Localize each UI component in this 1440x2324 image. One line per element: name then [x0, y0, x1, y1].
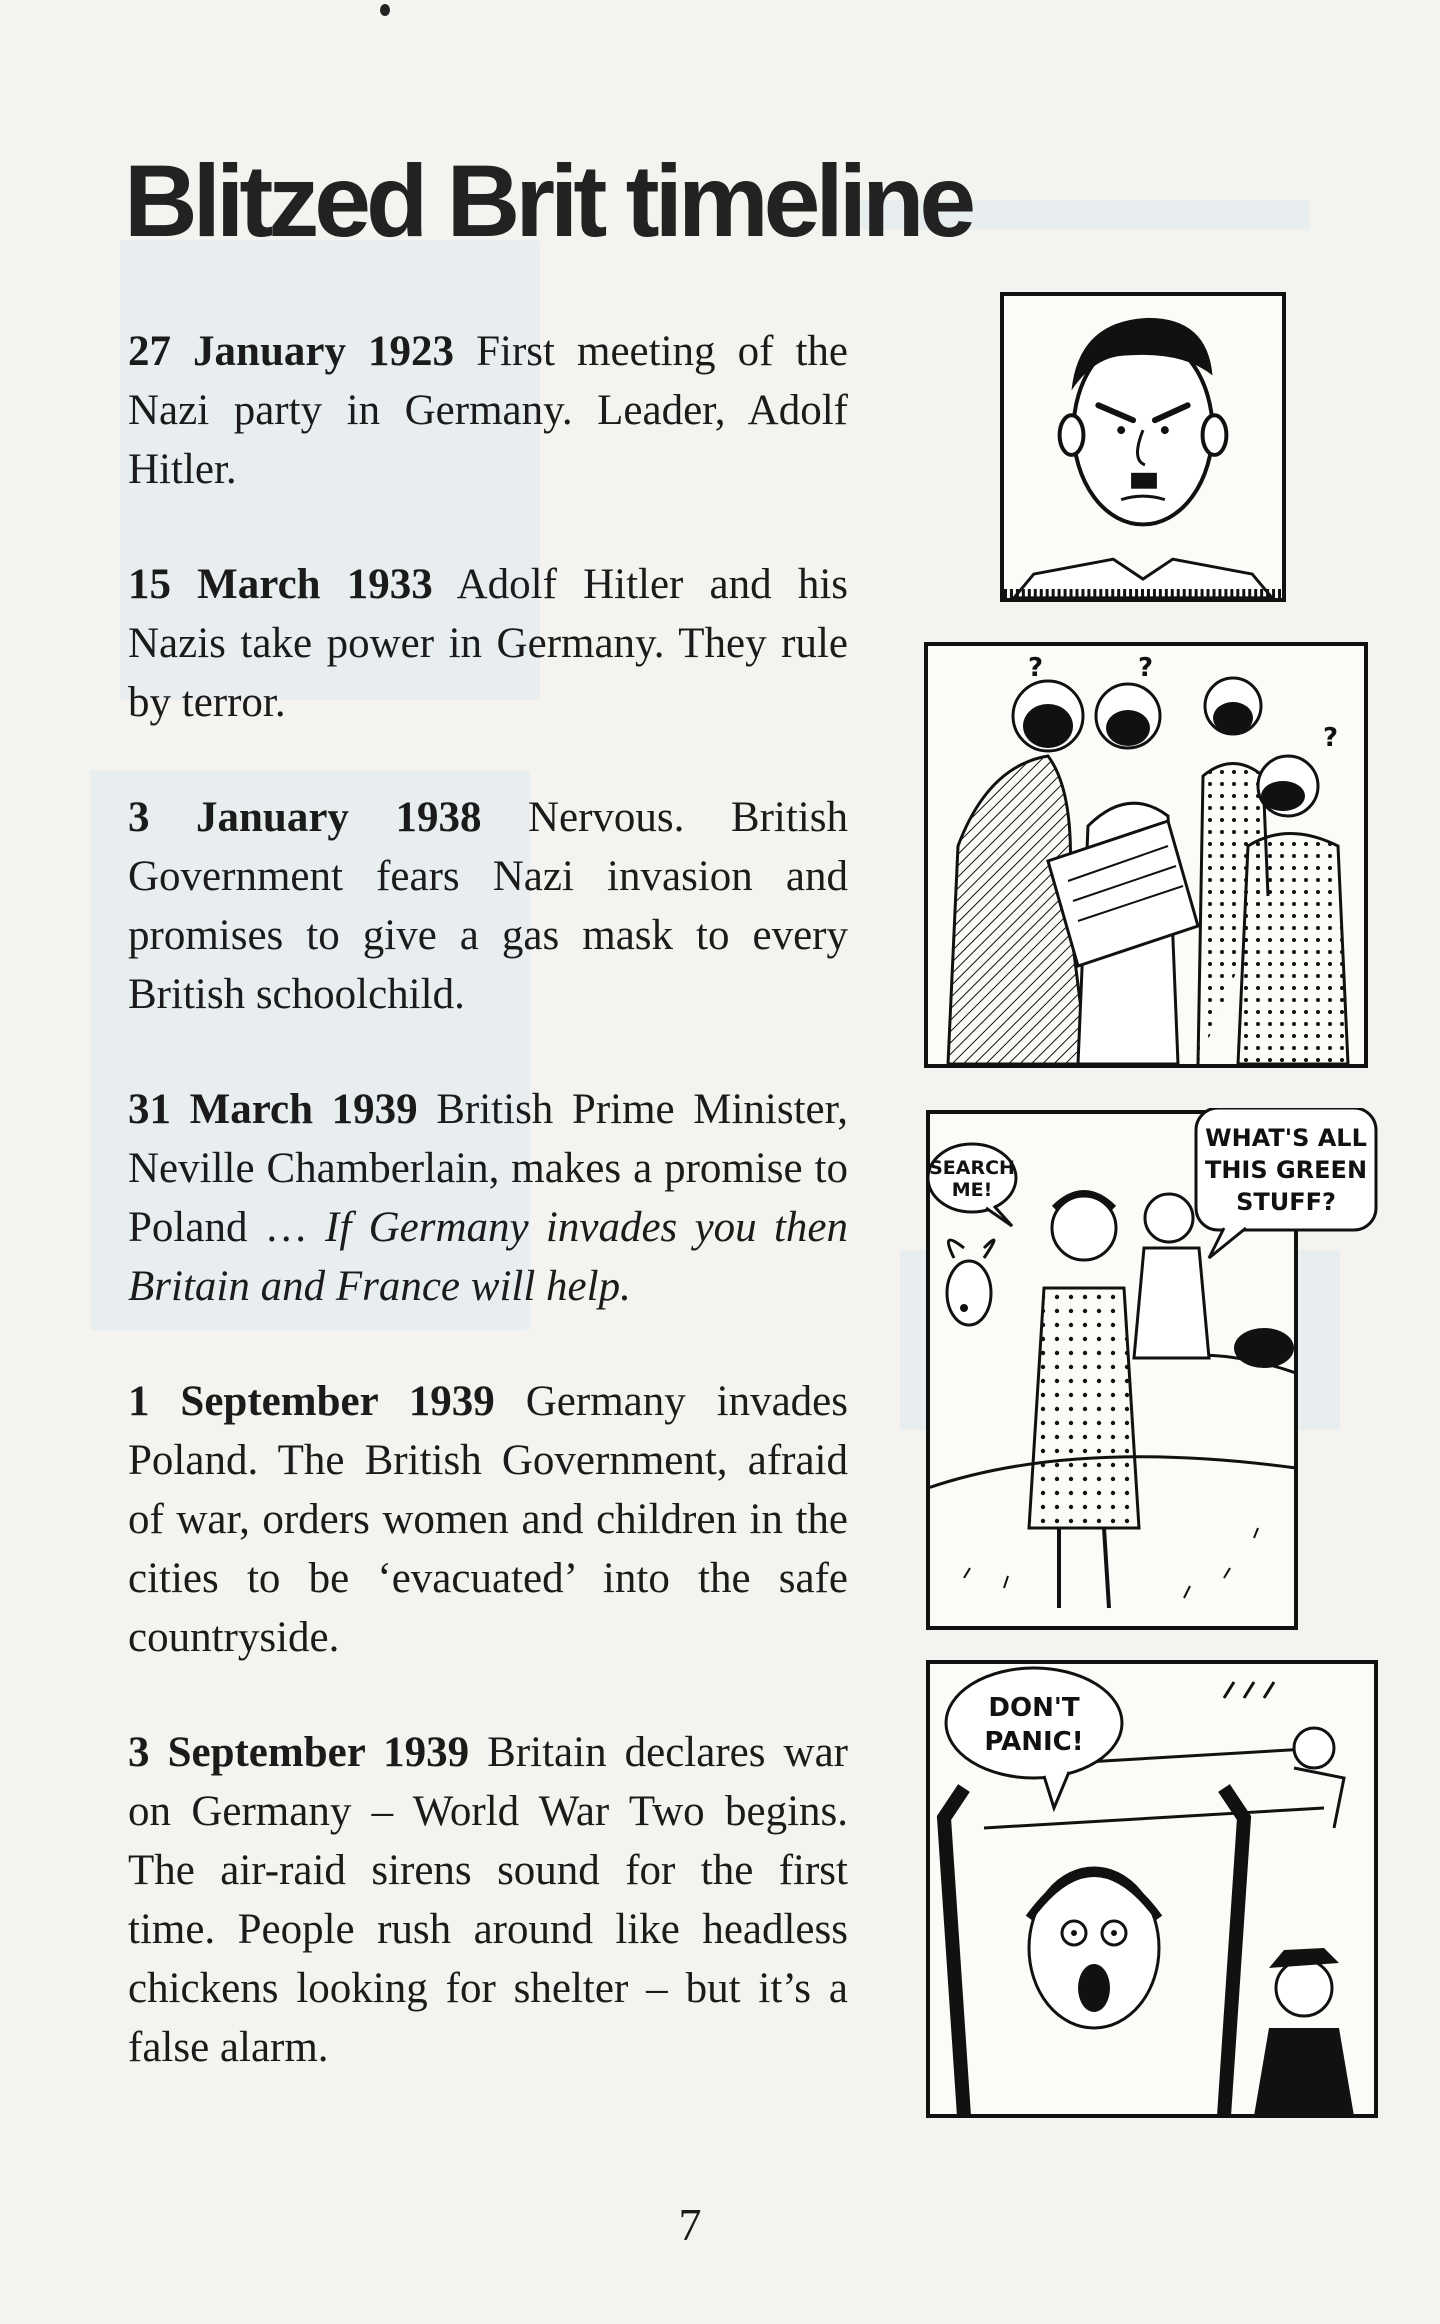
gas-mask-illustration	[928, 646, 1364, 1064]
cartoon-panel-air-raid	[924, 1658, 1380, 2120]
page-title: Blitzed Brit timeline	[124, 144, 972, 258]
cartoon-panel-evacuation	[924, 1108, 1380, 1632]
entry-quote: If Germany invades you then Britain and France will help.	[128, 1204, 848, 1310]
evacuation-illustration	[924, 1108, 1380, 1632]
entry-text: First meeting of the Nazi party in Germany. Leader, Adolf Hitler.	[128, 328, 848, 493]
entry-date: 31 March 1939	[128, 1086, 418, 1133]
speech-bubble-line: STUFF?	[1236, 1188, 1336, 1216]
entry-date: 3 January 1938	[128, 794, 482, 841]
question-mark: ?	[1138, 653, 1154, 683]
entry-text: British Prime Minister, Neville Chamberlain, makes a promise to Poland …	[128, 1086, 848, 1251]
timeline-entry	[128, 555, 848, 732]
speech-bubble-line: DON'T	[988, 1693, 1080, 1723]
hitler-portrait-illustration	[1004, 296, 1282, 598]
question-mark: ?	[1323, 723, 1339, 753]
entry-date: 27 January 1923	[128, 328, 455, 375]
entry-text: Germany invades Poland. The British Government, afraid of war, orders women and children in the cities to be ‘evacuated’ into the safe countryside.	[128, 1378, 849, 1661]
timeline-entry	[128, 1723, 848, 2077]
entry-date: 3 September 1939	[128, 1729, 470, 1776]
cartoon-panel-hitler-portrait	[1000, 292, 1286, 602]
speech-bubble-line: SEARCH	[929, 1157, 1015, 1179]
timeline-entry	[128, 788, 848, 1024]
timeline-entry	[128, 322, 848, 499]
entry-date: 15 March 1933	[128, 561, 433, 608]
ink-speck	[380, 4, 390, 16]
air-raid-panic-illustration	[924, 1658, 1380, 2120]
cartoon-panel-gas-masks	[924, 642, 1368, 1068]
speech-bubble-line: THIS GREEN	[1204, 1156, 1368, 1184]
speech-bubble-line: ME!	[951, 1179, 993, 1201]
entry-text: Britain declares war on Germany – World War Two begins. The air-raid sirens sound for the first time. People rush around like headless chickens looking for shelter – but it’s a false alarm.	[128, 1729, 848, 2071]
timeline-entry	[128, 1372, 848, 1667]
speech-bubble-line: WHAT'S ALL	[1205, 1124, 1367, 1152]
page-number: 7	[678, 2199, 702, 2250]
speech-bubble-line: PANIC!	[984, 1727, 1084, 1757]
question-mark: ?	[1028, 653, 1044, 683]
timeline-entry	[128, 1080, 848, 1316]
entry-text: Adolf Hitler and his Nazis take power in Germany. They rule by terror.	[128, 561, 848, 726]
entry-date: 1 September 1939	[128, 1378, 495, 1425]
timeline-entries	[128, 322, 848, 2133]
entry-text: Nervous. British Government fears Nazi invasion and promises to give a gas mask to every British schoolchild.	[128, 794, 848, 1018]
